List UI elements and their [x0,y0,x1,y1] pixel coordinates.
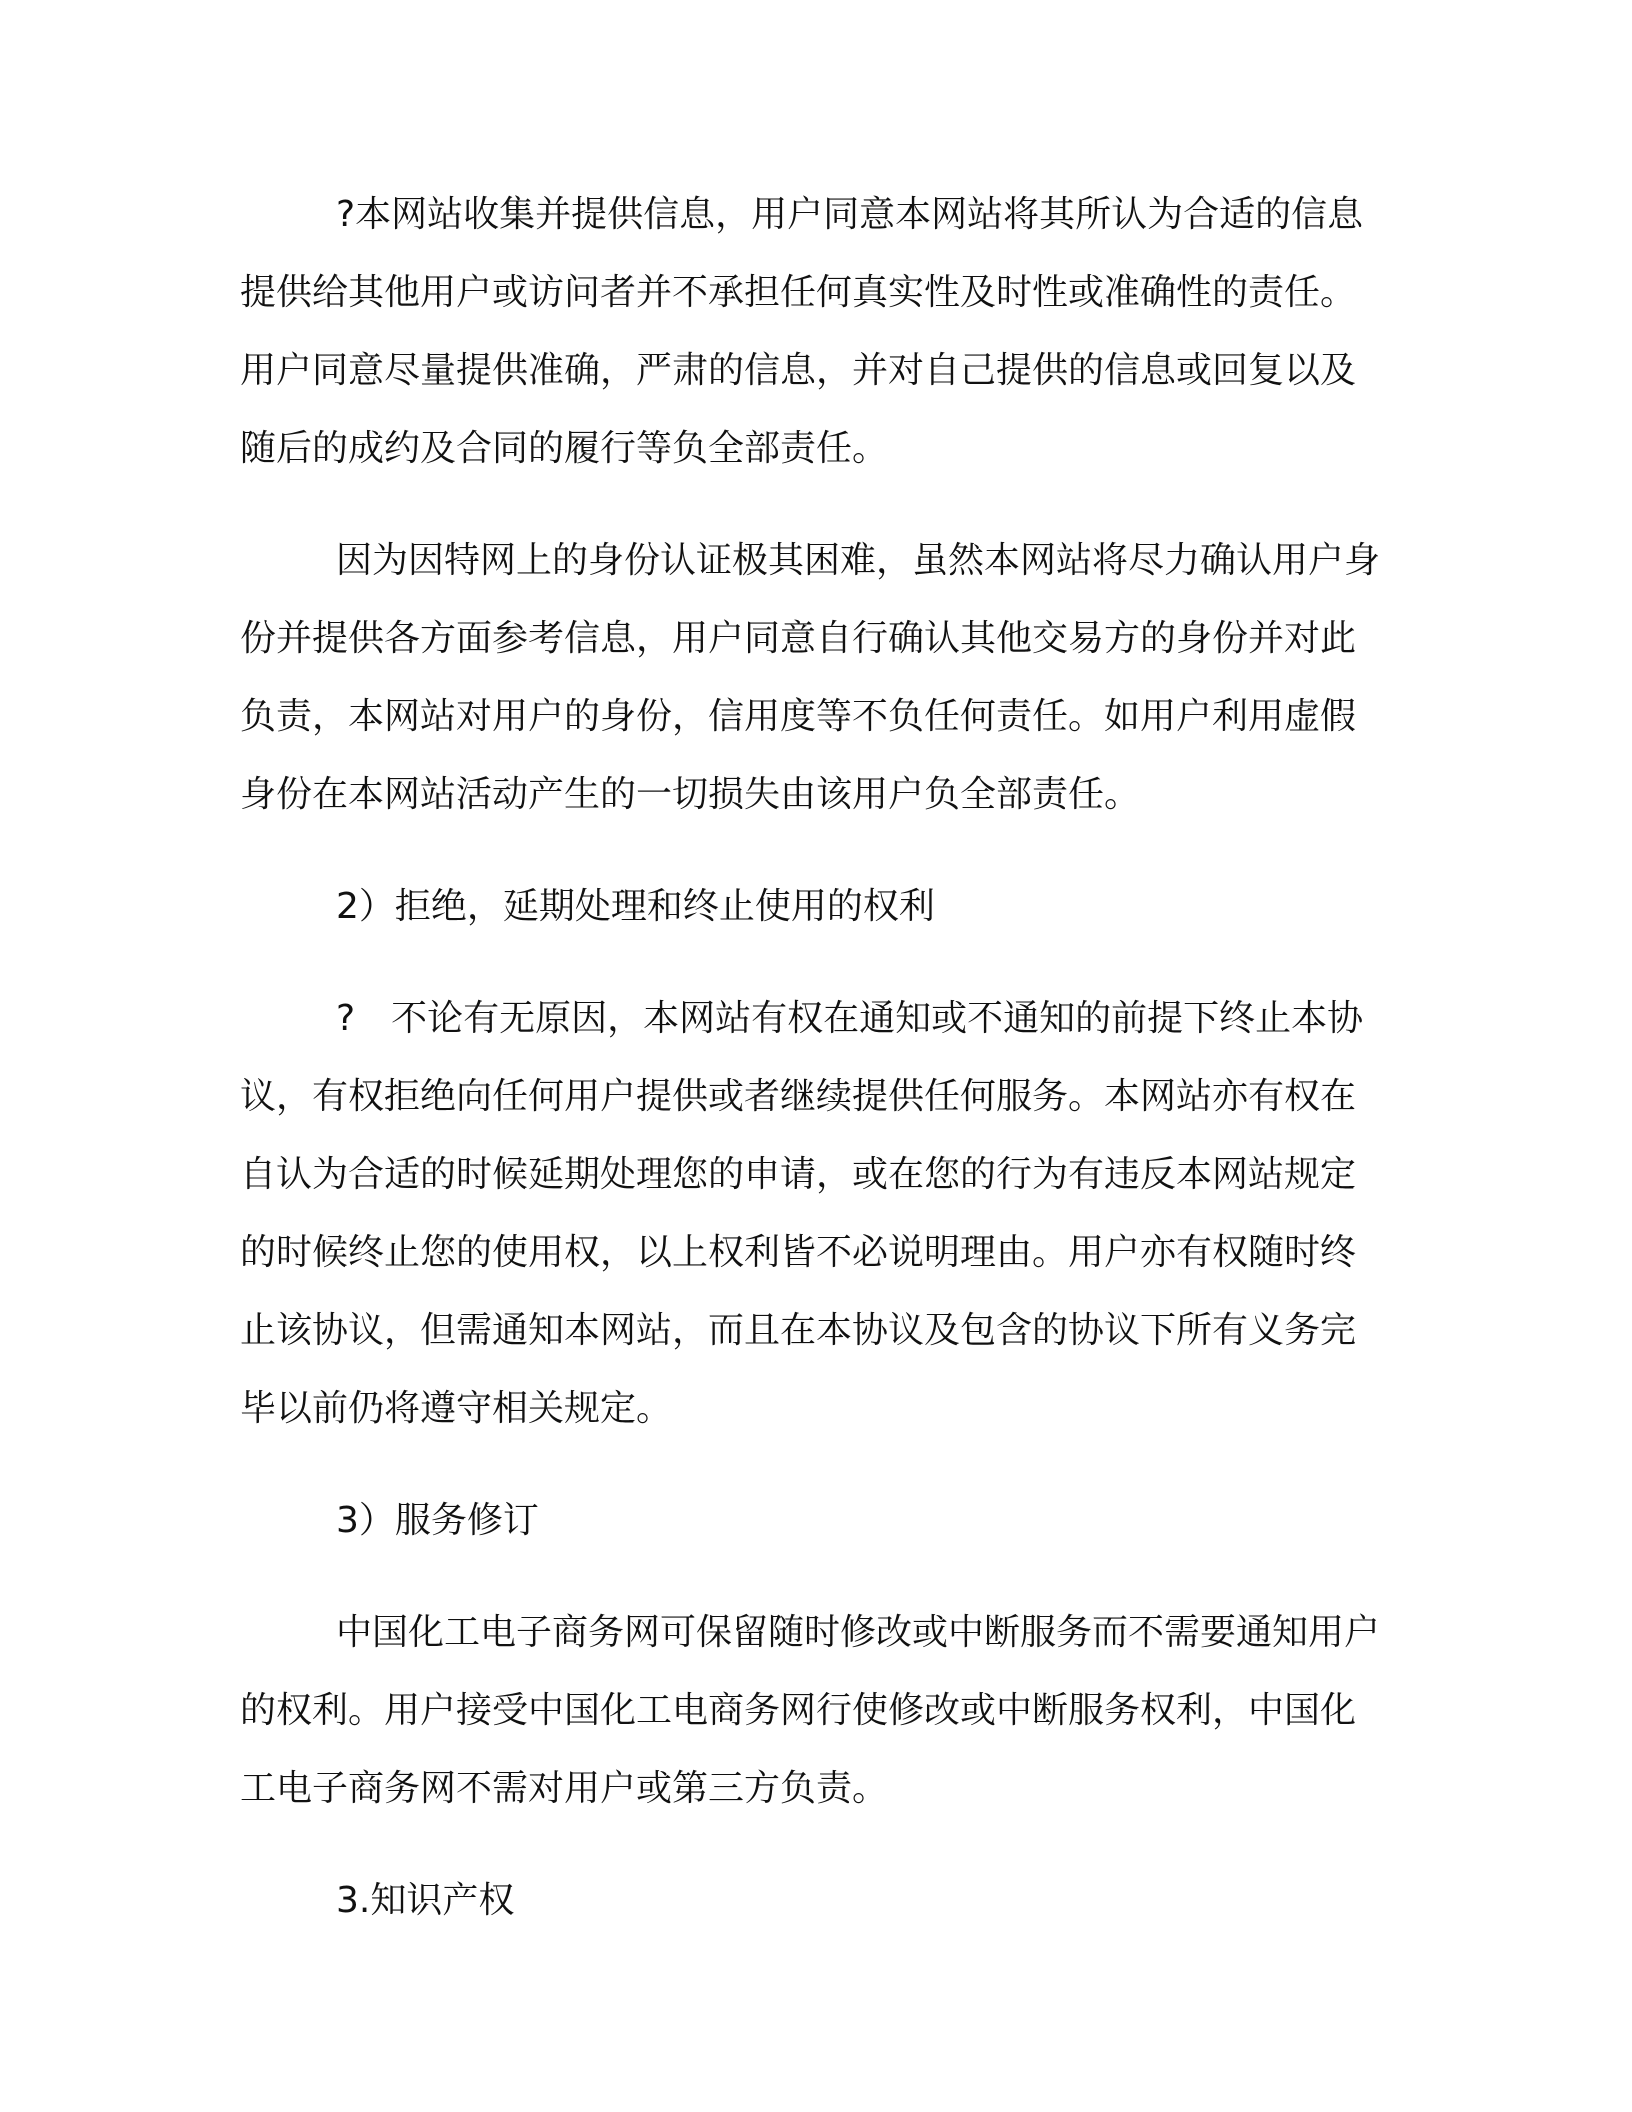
paragraph-termination: ? 不论有无原因，本网站有权在通知或不通知的前提下终止本协议，有权拒绝向任何用户提供或者继续提供任何服务。本网站亦有权在自认为合适的时候延期处理您的申请，或在您的行为有违反本网站规定的时候终止您的使用权，以上权利皆不必说明理由。用户亦有权随时终止该协议，但需通知本网站，而且在本协议及包含的协议下所有义务完毕以前仍将遵守相关规定。 [240,998,1364,1429]
heading-refusal-rights: 2）拒绝，延期处理和终止使用的权利 [336,886,935,927]
paragraph-info-collection: ?本网站收集并提供信息，用户同意本网站将其所认为合适的信息提供给其他用户或访问者并不承担任何真实性及时性或准确性的责任。用户同意尽量提供准确，严肃的信息，并对自己提供的信息或回复以及随后的成约及合同的履行等负全部责任。 [240,194,1364,469]
paragraph-service-revision: 中国化工电子商务网可保留随时修改或中断服务而不需要通知用户的权利。用户接受中国化工电商务网行使修改或中断服务权利，中国化工电子商务网不需对用户或第三方负责。 [240,1612,1381,1809]
document-body [240,176,1388,1974]
heading-intellectual-property: 3.知识产权 [336,1880,515,1921]
heading-service-revision: 3）服务修订 [336,1500,539,1541]
paragraph-identity-verification: 因为因特网上的身份认证极其困难，虽然本网站将尽力确认用户身份并提供各方面参考信息，用户同意自行确认其他交易方的身份并对此负责，本网站对用户的身份，信用度等不负任何责任。如用户利用虚假身份在本网站活动产生的一切损失由该用户负全部责任。 [240,540,1381,815]
